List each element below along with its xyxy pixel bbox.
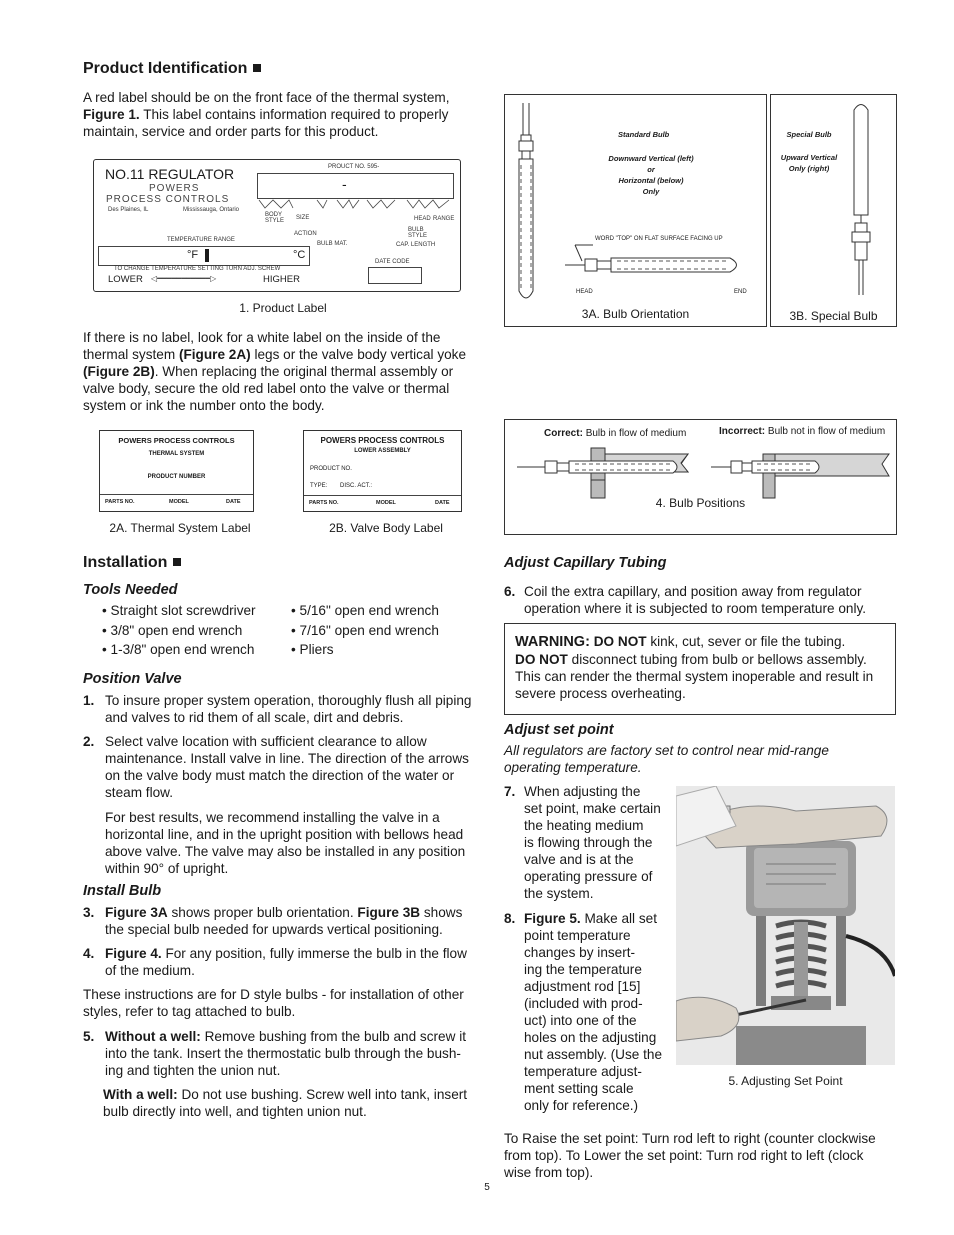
label-product-no: PROUCT NO. 595-	[328, 164, 380, 170]
figure-3b-caption: 3B. Special Bulb	[789, 309, 878, 323]
label2b-divider	[304, 495, 461, 496]
tools-needed-heading: Tools Needed	[83, 582, 178, 598]
special-bulb-drawing	[771, 95, 896, 326]
standard-bulb-label: Standard Bulb	[618, 130, 670, 139]
temp-cursor	[205, 249, 209, 262]
label-city-1: Des Plaines, IL	[108, 207, 149, 213]
product-label-figure	[93, 159, 461, 292]
figure-2b-caption: 2B. Valve Body Label	[329, 521, 443, 535]
step-2-note: For best results, we recommend installing the valve in a horizontal line, and in the upright position with bellows head above valve. The valve may also be installed in any position within 90° of upright.	[105, 810, 466, 876]
figure-3a-caption: 3A. Bulb Orientation	[581, 307, 690, 321]
raise-lower-paragraph: To Raise the set point: Turn rod left to right (counter clockwise from top). To Lower the set point: Turn rod right to left (clock wise from top).	[504, 1131, 876, 1180]
label-deg-c: °C	[293, 249, 306, 261]
thermal-system-label-figure	[99, 430, 254, 512]
label2a-date: DATE	[226, 499, 241, 505]
bulb-positions-figure	[504, 419, 897, 535]
label-bracket-lines	[257, 198, 453, 212]
label2b-parts: PARTS NO.	[309, 500, 339, 506]
no-label-paragraph: If there is no label, look for a white label on the inside of the thermal system (Figure 2A) legs or the valve body vertical yoke (Figure 2B). When replacing the original thermal assembly or valve body, secure the old red label onto the valve or thermal system or ink the number onto the body.	[83, 330, 467, 413]
adjust-set-point-heading: Adjust set point	[504, 722, 614, 738]
special-bulb-orientation: Upward Vertical Only (right)	[780, 153, 838, 173]
label-body-style: BODY STYLE	[265, 212, 285, 224]
d-style-note: These instructions are for D style bulbs - for installation of other styles, refer to tag attached to bulb.	[83, 987, 464, 1019]
figure-5-caption: 5. Adjusting Set Point	[728, 1074, 843, 1088]
word-top-note: WORD "TOP" ON FLAT SURFACE FACING UP	[595, 236, 723, 242]
label-bulb-mat: BULB MAT.	[317, 241, 348, 247]
date-code-box	[368, 267, 422, 284]
tool-item: • Pliers	[291, 642, 334, 657]
label-higher: HIGHER	[263, 274, 300, 285]
label2b-product: PRODUCT NO.	[310, 466, 352, 472]
tool-item: • Straight slot screwdriver	[102, 603, 256, 618]
label-brand: POWERS	[149, 183, 200, 194]
label-lower: LOWER	[108, 274, 143, 285]
installation-heading: Installation	[83, 554, 181, 572]
bulb-positions-drawing	[505, 420, 896, 534]
label-date-code: DATE CODE	[375, 259, 410, 265]
label-size: SIZE	[296, 215, 310, 221]
label2b-model: MODEL	[376, 500, 396, 506]
label2b-title: POWERS PROCESS CONTROLS	[320, 436, 445, 445]
label-brand-2: PROCESS CONTROLS	[106, 194, 230, 205]
label2b-type: TYPE:	[310, 483, 328, 489]
tool-item: • 3/8" open end wrench	[102, 622, 243, 638]
bulb-orientation-figure	[504, 94, 767, 327]
tool-item: • 1-3/8" open end wrench	[102, 642, 255, 657]
page-number: 5	[484, 1182, 490, 1193]
label2a-divider	[100, 494, 253, 495]
label2a-model: MODEL	[169, 499, 189, 505]
warning-box: WARNING: DO NOT kink, cut, sever or file the tubing. DO NOT disconnect tubing from bulb or bellows assembly. This can render the thermal system inoperable and result in severe process overheating.	[504, 623, 896, 715]
adjusting-set-point-photo	[676, 786, 895, 1065]
figure-2a-caption: 2A. Thermal System Label	[109, 521, 251, 535]
head-label: HEAD	[576, 289, 593, 295]
install-bulb-heading: Install Bulb	[83, 883, 162, 899]
figure-4-caption: 4. Bulb Positions	[655, 496, 746, 510]
label-arrow: ◁━━━━━━━━━━━▷	[151, 274, 217, 283]
tool-item: • 7/16" open end wrench	[291, 622, 439, 638]
valve-body-label-figure	[303, 430, 462, 512]
position-valve-heading: Position Valve	[83, 671, 182, 687]
correct-caption: Correct: Bulb in flow of medium	[544, 428, 687, 439]
tools-list-left	[102, 602, 256, 661]
product-id-paragraph: A red label should be on the front face of the thermal system, Figure 1. This label contains information required to properly maintain, service and order parts for this product.	[83, 90, 450, 139]
set-point-note: All regulators are factory set to control near mid-range operating temperature.	[504, 743, 829, 775]
label-range: RANGE	[433, 216, 455, 222]
bulb-drawing	[505, 95, 766, 326]
label-head: HEAD	[414, 216, 431, 222]
label-temp-range: TEMPERATURE RANGE	[167, 237, 235, 243]
adjust-capillary-heading: Adjust Capillary Tubing	[504, 555, 667, 571]
label-city-2: Mississauga, Ontario	[183, 207, 240, 213]
label-dash: -	[342, 176, 347, 192]
special-bulb-label: Special Bulb	[786, 130, 832, 139]
label-deg-f: °F	[187, 249, 199, 261]
label2b-sub: LOWER ASSEMBLY	[354, 448, 411, 454]
temp-range-box	[98, 246, 310, 266]
incorrect-caption: Incorrect: Bulb not in flow of medium	[719, 426, 886, 437]
label-bulb-style: BULB STYLE	[408, 227, 428, 239]
tools-list-right	[291, 602, 439, 661]
special-bulb-figure	[770, 94, 897, 327]
label-cap-length: CAP. LENGTH	[396, 242, 436, 248]
tool-item: • 5/16" open end wrench	[291, 603, 439, 618]
label2a-parts: PARTS NO.	[105, 499, 135, 505]
label2b-date: DATE	[435, 500, 450, 506]
label-action: ACTION	[294, 231, 317, 237]
product-identification-heading: Product Identification	[83, 60, 261, 78]
product-no-box	[257, 173, 454, 199]
figure-1-caption: 1. Product Label	[239, 301, 327, 315]
label-title: NO.11 REGULATOR	[105, 166, 235, 182]
label2a-title: POWERS PROCESS CONTROLS	[118, 436, 235, 445]
standard-bulb-orientation: Downward Vertical (left) or Horizontal (below) Only	[608, 154, 694, 196]
label-change-note: TO CHANGE TEMPERATURE SETTING TURN ADJ. SCREW	[114, 266, 281, 272]
end-label: END	[734, 289, 747, 295]
label2a-product: PRODUCT NUMBER	[147, 474, 206, 480]
step-5-well: With a well: Do not use bushing. Screw well into tank, insert bulb directly into well, and tighten union nut.	[103, 1087, 468, 1119]
label2b-disc: DISC. ACT.:	[340, 483, 373, 489]
label2a-sub: THERMAL SYSTEM	[148, 451, 205, 457]
